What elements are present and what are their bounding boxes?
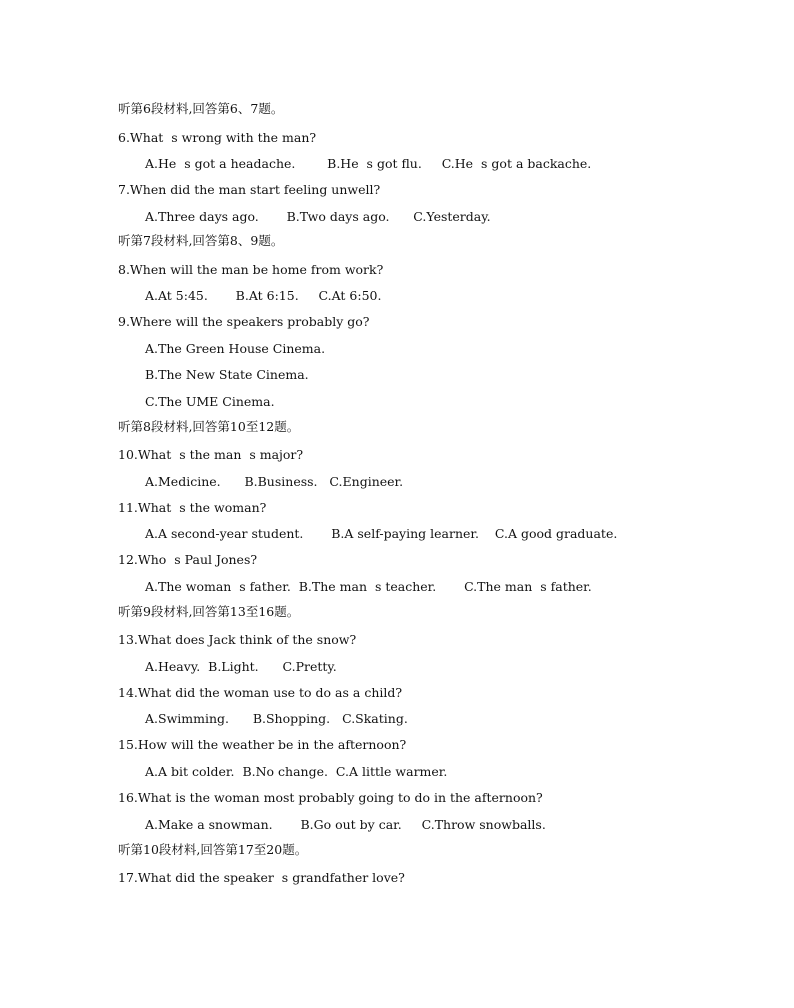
section-heading: 听第10段材料,回答第17至20题。 [118, 842, 308, 857]
section-heading: 听第7段材料,回答第8、9题。 [118, 233, 284, 248]
question: 16.What is the woman most probably going to do in the afternoon? [118, 790, 543, 805]
answer-option: A.The Green House Cinema. [145, 341, 326, 356]
answer-options: A.Three days ago. B.Two days ago. C.Yesterday. [145, 209, 491, 224]
answer-options: A.He s got a headache. B.He s got flu. C.He s got a backache. [145, 156, 592, 171]
question: 13.What does Jack think of the snow? [118, 632, 357, 647]
answer-options: A.Make a snowman. B.Go out by car. C.Throw snowballs. [145, 817, 546, 832]
question: 11.What s the woman? [118, 500, 267, 515]
answer-options: A.Swimming. B.Shopping. C.Skating. [145, 711, 408, 726]
section-heading: 听第9段材料,回答第13至16题。 [118, 604, 300, 619]
question: 15.How will the weather be in the afternoon? [118, 737, 407, 752]
section-heading: 听第8段材料,回答第10至12题。 [118, 419, 300, 434]
question: 6.What s wrong with the man? [118, 130, 317, 145]
answer-options: A.Medicine. B.Business. C.Engineer. [145, 474, 404, 489]
question: 8.When will the man be home from work? [118, 262, 384, 277]
question: 12.Who s Paul Jones? [118, 552, 258, 567]
answer-options: A.At 5:45. B.At 6:15. C.At 6:50. [145, 288, 382, 303]
question: 10.What s the man s major? [118, 447, 304, 462]
answer-options: A.Heavy. B.Light. C.Pretty. [145, 659, 337, 674]
answer-option: C.The UME Cinema. [145, 394, 275, 409]
answer-option: B.The New State Cinema. [145, 367, 309, 382]
answer-options: A.A bit colder. B.No change. C.A little warmer. [145, 764, 448, 779]
section-heading: 听第6段材料,回答第6、7题。 [118, 101, 284, 116]
answer-options: A.The woman s father. B.The man s teacher. C.The man s father. [145, 579, 592, 594]
answer-options: A.A second-year student. B.A self-paying learner. C.A good graduate. [145, 526, 618, 541]
question: 14.What did the woman use to do as a child? [118, 685, 403, 700]
question: 9.Where will the speakers probably go? [118, 314, 370, 329]
question: 7.When did the man start feeling unwell? [118, 182, 381, 197]
question: 17.What did the speaker s grandfather love? [118, 870, 405, 885]
